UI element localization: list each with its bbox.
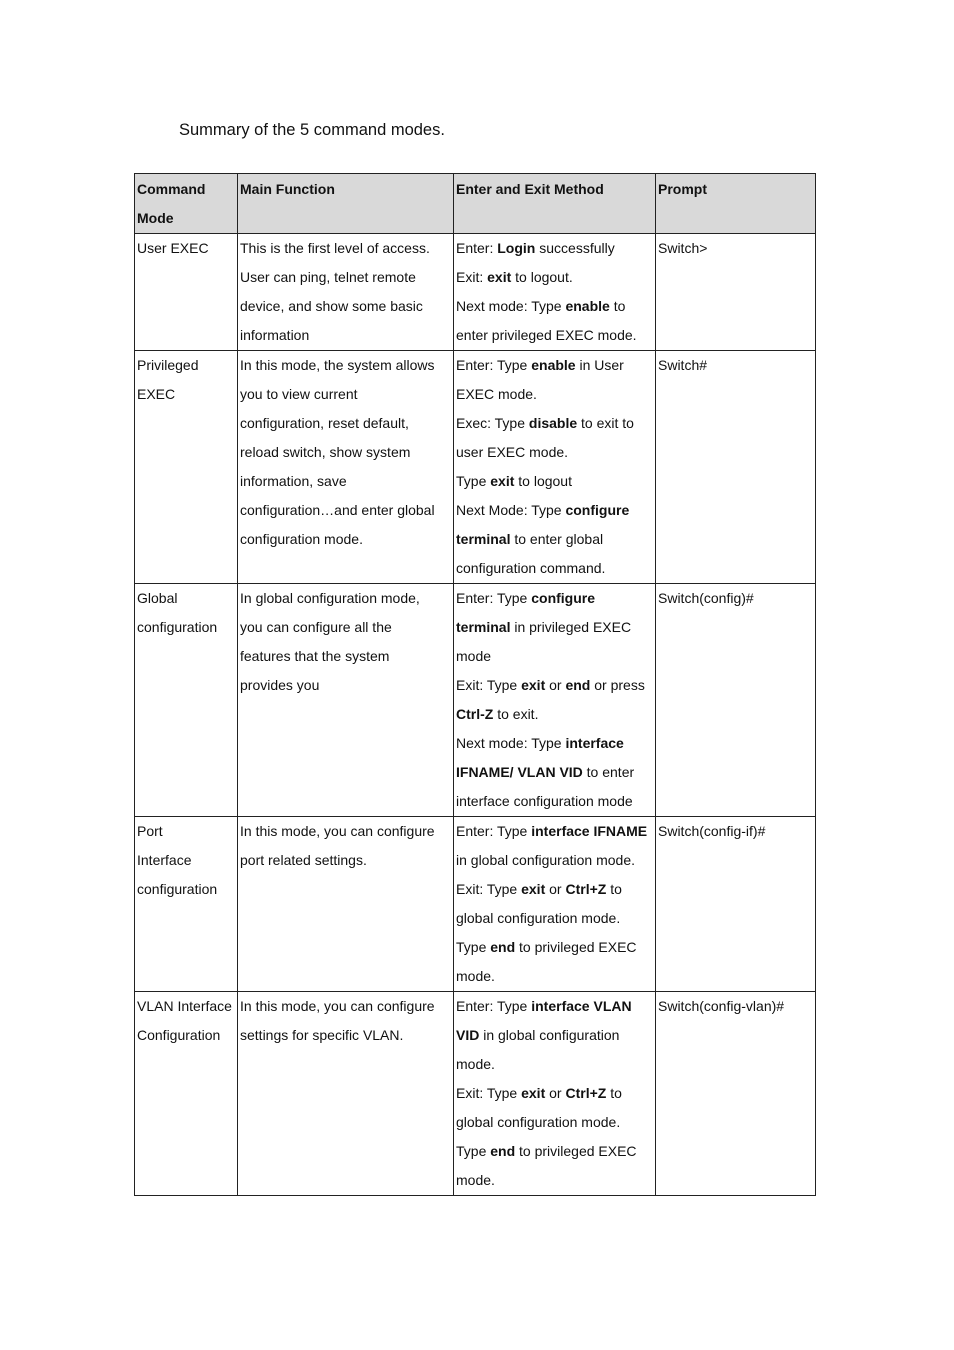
command-keyword: IFNAME/ VLAN VID xyxy=(456,764,583,780)
main-function-line: you can configure all the xyxy=(240,619,392,635)
method-text: to privileged EXEC xyxy=(515,1143,637,1159)
main-function-line: information, save xyxy=(240,473,347,489)
main-function-line: This is the first level of access. xyxy=(240,240,430,256)
command-mode-line: EXEC xyxy=(137,386,176,402)
method-line xyxy=(456,525,654,554)
method-text: Exit: Type xyxy=(456,1085,522,1101)
method-line xyxy=(456,1050,654,1079)
method-text: user EXEC mode. xyxy=(456,444,569,460)
method-line xyxy=(456,1108,654,1137)
enter-exit-method-cell xyxy=(454,817,656,992)
method-line xyxy=(456,613,654,642)
main-function-cell xyxy=(238,817,454,992)
method-text: to privileged EXEC xyxy=(515,939,637,955)
main-function-line: port related settings. xyxy=(240,852,367,868)
main-function-cell xyxy=(238,992,454,1196)
table-row xyxy=(135,817,816,992)
main-function-line: settings for specific VLAN. xyxy=(240,1027,404,1043)
method-line xyxy=(456,729,654,758)
prompt-text: Switch> xyxy=(658,240,708,256)
prompt-cell xyxy=(656,234,816,351)
method-line xyxy=(456,1021,654,1050)
method-text: Next mode: Type xyxy=(456,735,566,751)
command-mode-cell xyxy=(135,817,238,992)
prompt-cell xyxy=(656,992,816,1196)
table-row xyxy=(135,992,816,1196)
method-text: Type xyxy=(456,1143,491,1159)
method-line xyxy=(456,1166,654,1195)
method-text: or xyxy=(545,677,566,693)
main-function-line: In this mode, the system allows xyxy=(240,357,435,373)
command-keyword: enable xyxy=(531,357,576,373)
method-text: to xyxy=(609,298,626,314)
prompt-text: Switch(config-if)# xyxy=(658,823,766,839)
method-text: or xyxy=(545,1085,566,1101)
command-mode-line: configuration xyxy=(137,619,218,635)
method-text: Exit: xyxy=(456,269,488,285)
method-text: to enter xyxy=(582,764,635,780)
command-mode-line: User EXEC xyxy=(137,240,209,256)
command-keyword: exit xyxy=(487,269,512,285)
command-mode-line: Global xyxy=(137,590,178,606)
method-line xyxy=(456,292,654,321)
intro-text: Summary of the 5 command modes. xyxy=(179,121,445,139)
method-text: EXEC mode. xyxy=(456,386,537,402)
command-mode-line: configuration xyxy=(137,881,218,897)
prompt-cell xyxy=(656,584,816,817)
method-text: to enter global xyxy=(510,531,604,547)
method-text: Exit: Type xyxy=(456,881,522,897)
main-function-line: features that the system xyxy=(240,648,390,664)
method-text: Enter: Type xyxy=(456,823,532,839)
method-line xyxy=(456,1137,654,1166)
enter-exit-method-cell xyxy=(454,584,656,817)
method-text: to logout. xyxy=(511,269,573,285)
main-function-line: configuration mode. xyxy=(240,531,363,547)
method-line xyxy=(456,1079,654,1108)
command-modes-table xyxy=(134,173,816,1196)
method-text: in global configuration xyxy=(479,1027,620,1043)
prompt-text: Switch(config)# xyxy=(658,590,754,606)
method-line xyxy=(456,321,654,350)
main-function-line: information xyxy=(240,327,310,343)
command-mode-line: Interface xyxy=(137,852,192,868)
command-keyword: configure xyxy=(531,590,596,606)
main-function-line: configuration, reset default, xyxy=(240,415,409,431)
main-function-cell xyxy=(238,351,454,584)
command-keyword: interface VLAN xyxy=(531,998,632,1014)
table-row xyxy=(135,234,816,351)
main-function-line: User can ping, telnet remote xyxy=(240,269,416,285)
method-line xyxy=(456,438,654,467)
method-line xyxy=(456,846,654,875)
command-keyword: enable xyxy=(565,298,610,314)
method-line xyxy=(456,642,654,671)
table-row xyxy=(135,351,816,584)
command-mode-line: VLAN Interface xyxy=(137,998,232,1014)
method-text: to xyxy=(606,1085,622,1101)
command-keyword: interface xyxy=(565,735,624,751)
method-line xyxy=(456,700,654,729)
method-text: global configuration mode. xyxy=(456,910,621,926)
command-keyword: Login xyxy=(497,240,536,256)
method-line xyxy=(456,584,654,613)
method-text: Enter: Type xyxy=(456,998,532,1014)
main-function-cell xyxy=(238,234,454,351)
header-label-line: Prompt xyxy=(658,181,707,197)
command-mode-cell xyxy=(135,351,238,584)
command-mode-cell xyxy=(135,584,238,817)
method-text: Exec: Type xyxy=(456,415,529,431)
method-text: Exit: Type xyxy=(456,677,522,693)
method-text: mode. xyxy=(456,1172,495,1188)
method-text: mode. xyxy=(456,968,495,984)
main-function-cell xyxy=(238,584,454,817)
header-prompt xyxy=(656,174,816,234)
command-keyword: Ctrl+Z xyxy=(565,1085,607,1101)
method-text: Type xyxy=(456,939,491,955)
method-text: in global configuration mode. xyxy=(456,852,636,868)
main-function-line: you to view current xyxy=(240,386,358,402)
method-text: to exit. xyxy=(493,706,539,722)
command-keyword: configure xyxy=(565,502,630,518)
prompt-cell xyxy=(656,817,816,992)
method-line xyxy=(456,758,654,787)
header-command-mode xyxy=(135,174,238,234)
header-label-line: Command xyxy=(137,181,206,197)
header-label-line: Mode xyxy=(137,210,174,226)
main-function-line: In global configuration mode, xyxy=(240,590,420,606)
command-keyword: terminal xyxy=(456,531,511,547)
enter-exit-method-cell xyxy=(454,351,656,584)
method-line xyxy=(456,380,654,409)
method-line xyxy=(456,263,654,292)
method-text: Enter: Type xyxy=(456,590,532,606)
method-line xyxy=(456,875,654,904)
command-keyword: Ctrl+Z xyxy=(565,881,607,897)
command-keyword: end xyxy=(490,1143,516,1159)
method-text: mode. xyxy=(456,1056,495,1072)
method-line xyxy=(456,496,654,525)
main-function-line: reload switch, show system xyxy=(240,444,411,460)
method-line xyxy=(456,467,654,496)
header-enter-exit-method xyxy=(454,174,656,234)
method-text: successfully xyxy=(535,240,615,256)
method-text: Next Mode: Type xyxy=(456,502,566,518)
method-text: or press xyxy=(590,677,645,693)
table-row xyxy=(135,584,816,817)
method-text: to logout xyxy=(514,473,572,489)
method-line xyxy=(456,787,654,816)
command-keyword: end xyxy=(490,939,516,955)
table-body xyxy=(135,234,816,1196)
method-line xyxy=(456,409,654,438)
method-text: Next mode: Type xyxy=(456,298,566,314)
command-keyword: disable xyxy=(528,415,578,431)
table-header xyxy=(135,174,816,234)
command-keyword: exit xyxy=(521,677,546,693)
header-label-line: Enter and Exit Method xyxy=(456,181,604,197)
main-function-line: In this mode, you can configure xyxy=(240,823,435,839)
method-line xyxy=(456,992,654,1021)
command-mode-cell xyxy=(135,992,238,1196)
method-text: or xyxy=(545,881,566,897)
method-text: global configuration mode. xyxy=(456,1114,621,1130)
method-line xyxy=(456,962,654,991)
command-keyword: Ctrl-Z xyxy=(456,706,494,722)
command-mode-cell xyxy=(135,234,238,351)
main-function-line: provides you xyxy=(240,677,320,693)
main-function-line: configuration…and enter global xyxy=(240,502,435,518)
command-keyword: VID xyxy=(456,1027,480,1043)
command-keyword: exit xyxy=(521,1085,546,1101)
command-keyword: exit xyxy=(521,881,546,897)
prompt-text: Switch(config-vlan)# xyxy=(658,998,785,1014)
command-mode-line: Configuration xyxy=(137,1027,221,1043)
header-label-line: Main Function xyxy=(240,181,335,197)
method-text: to xyxy=(606,881,622,897)
command-keyword: end xyxy=(565,677,591,693)
command-keyword: exit xyxy=(490,473,515,489)
header-row xyxy=(135,174,816,234)
method-line xyxy=(456,933,654,962)
method-line xyxy=(456,904,654,933)
enter-exit-method-cell xyxy=(454,992,656,1196)
method-line xyxy=(456,817,654,846)
method-line xyxy=(456,554,654,583)
method-line xyxy=(456,671,654,700)
main-function-line: In this mode, you can configure xyxy=(240,998,435,1014)
method-text: to exit to xyxy=(577,415,634,431)
command-mode-line: Port xyxy=(137,823,163,839)
method-text: mode xyxy=(456,648,492,664)
header-main-function xyxy=(238,174,454,234)
method-text: enter privileged EXEC mode. xyxy=(456,327,637,343)
enter-exit-method-cell xyxy=(454,234,656,351)
prompt-text: Switch# xyxy=(658,357,708,373)
method-text: interface configuration mode xyxy=(456,793,633,809)
command-mode-line: Privileged xyxy=(137,357,199,373)
main-function-line: device, and show some basic xyxy=(240,298,423,314)
method-line xyxy=(456,234,654,263)
method-text: Enter: xyxy=(456,240,498,256)
prompt-cell xyxy=(656,351,816,584)
method-line xyxy=(456,351,654,380)
method-text: Type xyxy=(456,473,491,489)
method-text: Enter: Type xyxy=(456,357,532,373)
command-keyword: interface IFNAME xyxy=(531,823,648,839)
command-keyword: terminal xyxy=(456,619,511,635)
method-text: in privileged EXEC xyxy=(510,619,632,635)
method-text: in User xyxy=(575,357,624,373)
method-text: configuration command. xyxy=(456,560,606,576)
